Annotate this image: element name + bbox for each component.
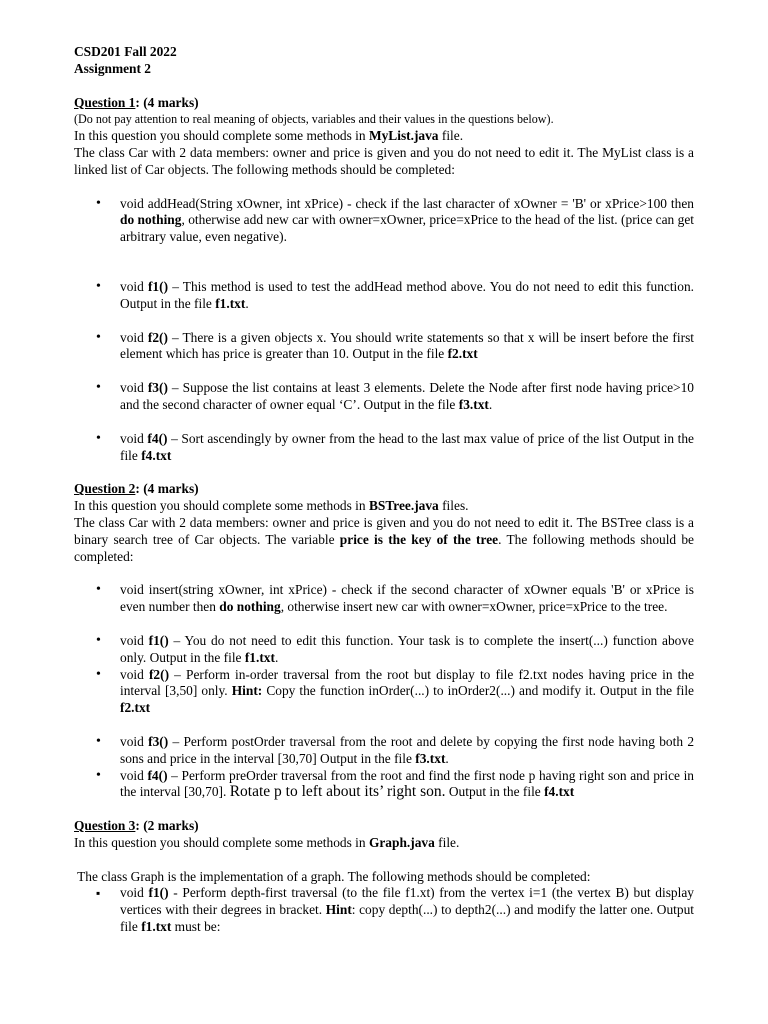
method-name: f2() — [148, 666, 170, 682]
item-text: . — [488, 396, 493, 412]
item-text: . — [245, 295, 249, 311]
file-name: f1.txt — [244, 649, 275, 665]
file-name: f3.txt — [458, 396, 489, 412]
list-item — [74, 330, 694, 364]
file-name: f3.txt — [415, 750, 446, 766]
list-item — [74, 279, 694, 313]
item-text: Output in the file — [445, 784, 545, 800]
file-name: f1.txt — [215, 295, 246, 311]
method-name: f4() — [147, 430, 168, 446]
intro-text: In this question you should complete some methods in — [74, 128, 369, 144]
bold-text: do nothing — [120, 212, 182, 228]
method-name: f3() — [148, 733, 169, 749]
question-2-marks: : (4 marks) — [135, 481, 199, 497]
item-text: void — [120, 430, 148, 446]
item-text: – This method is used to test the addHead method above. You do not need to edit this function. Output in the file — [120, 278, 695, 311]
question-2-method-list — [74, 582, 694, 801]
item-text: void insert(string xOwner, int xPrice) - check if the second character of xOwner equals 'B' or xPrice is even number then — [120, 582, 694, 615]
item-text: – Perform in-order traversal from the root but display to file f2.txt nodes having price in the interval [3,50] only. — [120, 666, 695, 699]
item-text: , otherwise add new car with owner=xOwner, price=xPrice to the head of the list. (price can get arbitrary value, even negative). — [120, 212, 695, 245]
question-1-marks: : (4 marks) — [135, 94, 199, 110]
item-text: . — [445, 750, 449, 766]
question-3-intro — [74, 835, 694, 852]
list-item — [74, 431, 694, 465]
list-item — [74, 633, 694, 667]
file-name: MyList.java — [368, 128, 439, 144]
item-text: . — [274, 649, 279, 665]
question-1-method-list — [74, 196, 694, 465]
method-name: f1() — [148, 885, 169, 901]
method-name: f4() — [147, 767, 168, 783]
question-3-method-list — [74, 885, 694, 935]
item-text: , otherwise insert new car with owner=xOwner, price=xPrice to the tree. — [280, 599, 668, 615]
file-name: f4.txt — [544, 784, 575, 800]
item-text: – Suppose the list contains at least 3 elements. Delete the Node after first node having price>10 and the second character of owner equal ‘C’. Output in the file — [120, 380, 695, 412]
file-name: f2.txt — [447, 346, 478, 362]
question-2-description — [74, 515, 694, 565]
item-text: Copy the function inOrder(...) to inOrder2(...) and modify it. Output in the file — [262, 683, 695, 699]
course-title: CSD201 Fall 2022 — [74, 44, 177, 59]
desc-text: The class Car with 2 data members: owner and price is given and you do not need to edit it. The BSTree class is a binary search tree of Car objects. The variable — [74, 514, 694, 547]
intro-text: files. — [438, 498, 469, 514]
item-text: – You do not need to edit this function. Your task is to complete the insert(...) function above only. Output in the file — [120, 632, 694, 665]
hint-label: Hint: — [231, 683, 263, 699]
item-text: – Perform postOrder traversal from the root and delete by copying the first node having both 2 sons and price in the interval [30,70] Output in the file — [120, 733, 695, 766]
question-3-label: Question 3 — [74, 818, 136, 834]
question-3-heading — [74, 818, 694, 835]
item-text: void — [120, 885, 149, 901]
file-name: f1.txt — [141, 919, 172, 935]
assignment-title: Assignment 2 — [74, 60, 152, 76]
item-text: – Sort ascendingly by owner from the head to the last max value of price of the list Output in the file — [120, 430, 694, 463]
item-text: : copy depth(...) to depth2(...) and modify the latter one. Output file — [120, 902, 694, 935]
question-2-label: Question 2 — [74, 481, 136, 497]
document-page — [74, 44, 694, 936]
item-text: - Perform depth-first traversal (to the file f1.xt) from the vertex i=1 (the vertex B) but display vertices with their degrees in bracket. — [120, 885, 694, 918]
desc-text: . The following methods should be completed: — [74, 531, 694, 564]
question-1-note: (Do not pay attention to real meaning of objects, variables and their values in the questions below). — [74, 112, 554, 127]
intro-text: In this question you should complete some methods in — [74, 498, 369, 514]
item-text: – Perform preOrder traversal from the root and find the first node p having right son and price in the interval [30,70]. — [120, 767, 695, 800]
list-item — [74, 768, 694, 802]
question-2-intro — [74, 498, 694, 515]
hint-label: Hint — [325, 902, 352, 918]
list-item — [74, 667, 694, 717]
method-name: f1() — [148, 632, 169, 648]
intro-text: file. — [434, 834, 460, 850]
question-1-description: The class Car with 2 data members: owner and price is given and you do not need to edit it. The MyList class is a linked list of Car objects. The following methods should be completed: — [74, 144, 694, 177]
question-2-heading — [74, 481, 694, 498]
method-name: f1() — [147, 278, 169, 294]
item-text: void — [120, 380, 148, 396]
item-text: void — [120, 278, 148, 294]
item-text: void — [120, 733, 149, 749]
bold-text: price is the key of the tree — [339, 531, 499, 547]
question-1-label: Question 1 — [74, 94, 136, 110]
item-text: void — [120, 632, 149, 648]
intro-text: In this question you should complete some methods in — [74, 834, 369, 850]
intro-text: file. — [438, 128, 464, 144]
bold-text: do nothing — [219, 599, 281, 615]
file-name: BSTree.java — [368, 498, 439, 514]
question-1-heading — [74, 95, 694, 112]
item-text: void — [120, 666, 149, 682]
item-text: void — [120, 767, 148, 783]
question-1-intro — [74, 128, 694, 145]
item-text: void — [120, 329, 148, 345]
list-item — [74, 380, 694, 414]
file-name: f4.txt — [141, 447, 172, 463]
item-text: void addHead(String xOwner, int xPrice) - check if the last character of xOwner = 'B' or xPrice>100 then — [120, 195, 694, 211]
list-item — [74, 196, 694, 246]
item-text: – There is a given objects x. You should write statements so that x will be insert before the first element which has price is greater than 10. Output in the file — [120, 329, 694, 362]
list-item — [74, 885, 694, 935]
question-3-description: The class Graph is the implementation of a graph. The following methods should be completed: — [74, 868, 591, 884]
file-name: f2.txt — [120, 700, 151, 716]
emphasized-text: Rotate p to left about its’ right son. — [229, 783, 446, 801]
item-text: must be: — [171, 919, 221, 935]
list-item — [74, 582, 694, 616]
list-item — [74, 734, 694, 768]
method-name: f2() — [147, 329, 168, 345]
file-name: Graph.java — [368, 834, 435, 850]
method-name: f3() — [147, 380, 168, 396]
question-3-marks: : (2 marks) — [135, 818, 199, 834]
